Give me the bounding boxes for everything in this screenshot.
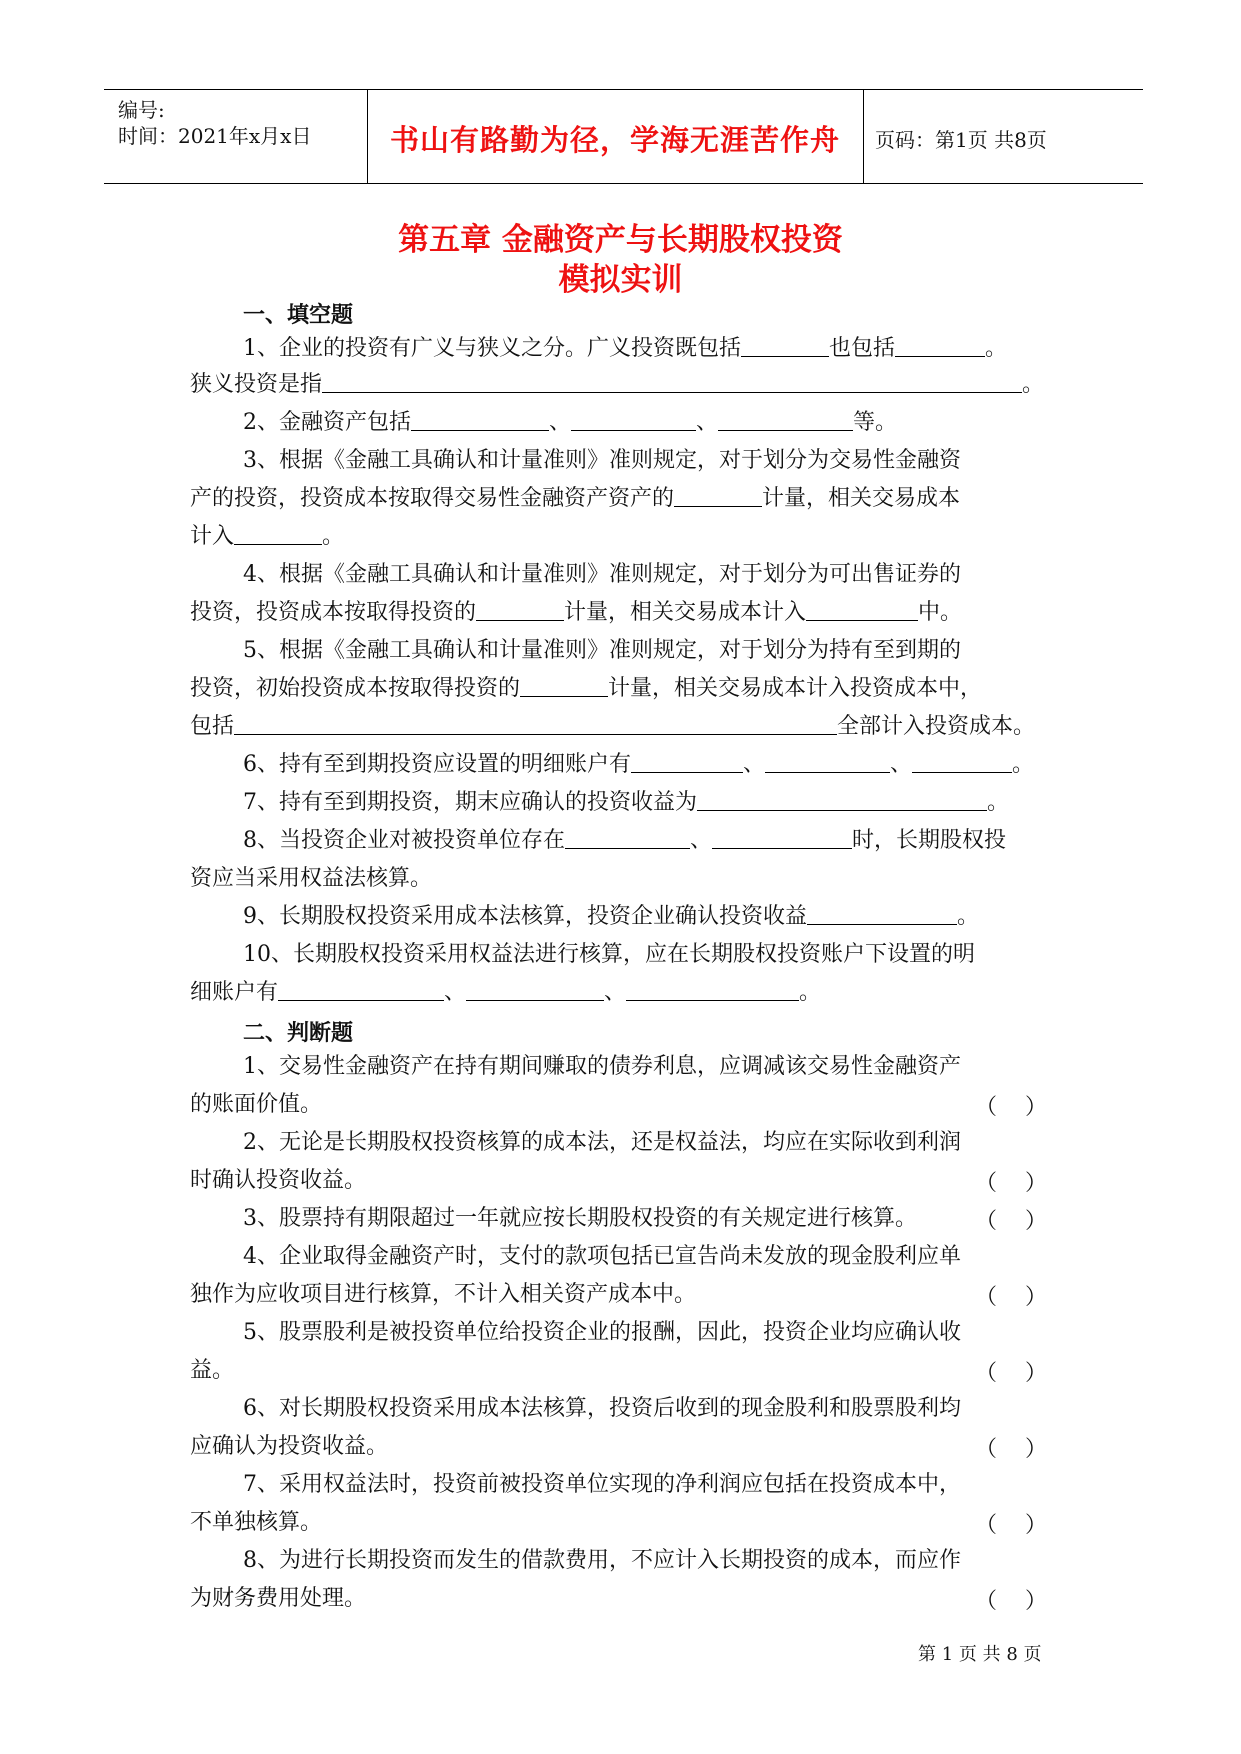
blank-field[interactable] <box>626 978 799 1001</box>
question-10-line-2: 细账户有 、 、 。 <box>190 980 822 1005</box>
judgement-4-line-2: 独作为应收项目进行核算，不计入相关资产成本中。 <box>190 1282 697 1307</box>
blank-field[interactable] <box>520 674 608 697</box>
question-8-line-1: 8、当投资企业对被投资单位存在 、 时，长期股权投 <box>243 828 1007 853</box>
header-info-cell <box>104 90 368 183</box>
question-3-line-2: 产的投资，投资成本按取得交易性金融资产资产的 计量，相关交易成本 <box>190 486 961 511</box>
header-motto-cell <box>367 90 864 183</box>
judgement-5-line-2: 益。 <box>190 1358 235 1383</box>
question-5-line-1: 5、根据《金融工具确认和计量准则》准则规定，对于划分为持有至到期的 <box>243 638 961 663</box>
blank-field[interactable] <box>234 522 322 545</box>
answer-parentheses[interactable]: （ ） <box>975 1209 1047 1234</box>
blank-field[interactable] <box>912 750 1012 773</box>
question-3-line-3: 计入 。 <box>190 524 345 549</box>
blank-field[interactable] <box>631 750 743 773</box>
blank-field[interactable] <box>765 750 890 773</box>
blank-field[interactable] <box>712 826 852 849</box>
answer-parentheses[interactable]: （ ） <box>975 1589 1047 1614</box>
judgement-6-line-2: 应确认为投资收益。 <box>190 1434 389 1459</box>
judgement-7-line-1: 7、采用权益法时，投资前被投资单位实现的净利润应包括在投资成本中， <box>243 1472 961 1497</box>
judgement-5-line-1: 5、股票股利是被投资单位给投资企业的报酬，因此，投资企业均应确认收 <box>243 1320 961 1345</box>
blank-field[interactable] <box>674 484 762 507</box>
question-4-line-1: 4、根据《金融工具确认和计量准则》准则规定，对于划分为可出售证券的 <box>243 562 961 587</box>
blank-field[interactable] <box>476 598 564 621</box>
judgement-4-line-1: 4、企业取得金融资产时，支付的款项包括已宣告尚未发放的现金股利应单 <box>243 1244 961 1269</box>
blank-field[interactable] <box>278 978 444 1001</box>
judgement-7-line-2: 不单独核算。 <box>190 1510 323 1535</box>
question-5-line-3: 包括 全部计入投资成本。 <box>190 714 1036 739</box>
question-8-line-2: 资应当采用权益法核算。 <box>190 866 433 891</box>
time-label: 时间：2021年x月x日 <box>118 124 312 148</box>
blank-field[interactable] <box>234 712 837 735</box>
number-label: 编号: <box>118 98 165 122</box>
judgement-1-line-1: 1、交易性金融资产在持有期间赚取的债券利息，应调减该交易性金融资产 <box>243 1054 961 1079</box>
blank-field[interactable] <box>466 978 604 1001</box>
judgement-8-line-2: 为财务费用处理。 <box>190 1586 367 1611</box>
blank-field[interactable] <box>411 408 549 431</box>
page-code: 页码：第1页 共8页 <box>875 128 1047 152</box>
blank-field[interactable] <box>806 598 918 621</box>
blank-field[interactable] <box>565 826 690 849</box>
answer-parentheses[interactable]: （ ） <box>975 1513 1047 1538</box>
answer-parentheses[interactable]: （ ） <box>975 1437 1047 1462</box>
judgement-2-line-1: 2、无论是长期股权投资核算的成本法，还是权益法，均应在实际收到利润 <box>243 1130 961 1155</box>
section-heading-fill-blanks: 一、填空题 <box>243 302 354 328</box>
blank-field[interactable] <box>807 902 957 925</box>
judgement-2-line-2: 时确认投资收益。 <box>190 1168 367 1193</box>
chapter-title: 第五章 金融资产与长期股权投资 <box>398 222 843 258</box>
header-page-cell <box>863 90 1143 183</box>
question-7: 7、持有至到期投资，期末应确认的投资收益为 。 <box>243 790 1010 815</box>
chapter-subtitle: 模拟实训 <box>558 262 683 298</box>
question-4-line-2: 投资，投资成本按取得投资的 计量，相关交易成本计入 中。 <box>190 600 963 625</box>
answer-parentheses[interactable]: （ ） <box>975 1171 1047 1196</box>
question-1-line-1: 1、企业的投资有广义与狭义之分。广义投资既包括 也包括 。 <box>243 336 1008 361</box>
blank-field[interactable] <box>718 408 853 431</box>
judgement-1-line-2: 的账面价值。 <box>190 1092 323 1117</box>
section-heading-true-false: 二、判断题 <box>243 1020 354 1046</box>
judgement-6-line-1: 6、对长期股权投资采用成本法核算，投资后收到的现金股利和股票股利均 <box>243 1396 961 1421</box>
question-10-line-1: 10、长期股权投资采用权益法进行核算，应在长期股权投资账户下设置的明 <box>243 942 975 967</box>
blank-field[interactable] <box>571 408 696 431</box>
document-header <box>104 89 1143 184</box>
answer-parentheses[interactable]: （ ） <box>975 1285 1047 1310</box>
question-1-line-2: 狭义投资是指 。 <box>190 372 1045 397</box>
judgement-3: 3、股票持有期限超过一年就应按长期股权投资的有关规定进行核算。 <box>243 1206 917 1231</box>
blank-field[interactable] <box>322 370 1022 393</box>
motto: 书山有路勤为径，学海无涯苦作舟 <box>389 123 840 157</box>
question-6: 6、持有至到期投资应设置的明细账户有 、 、 。 <box>243 752 1035 777</box>
answer-parentheses[interactable]: （ ） <box>975 1095 1047 1120</box>
blank-field[interactable] <box>741 334 829 357</box>
blank-field[interactable] <box>697 788 987 811</box>
question-5-line-2: 投资，初始投资成本按取得投资的 计量，相关交易成本计入投资成本中， <box>190 676 983 701</box>
answer-parentheses[interactable]: （ ） <box>975 1361 1047 1386</box>
page-footer: 第 1 页 共 8 页 <box>918 1644 1042 1665</box>
question-2: 2、金融资产包括 、 、 等。 <box>243 410 898 435</box>
question-3-line-1: 3、根据《金融工具确认和计量准则》准则规定，对于划分为交易性金融资 <box>243 448 961 473</box>
judgement-8-line-1: 8、为进行长期投资而发生的借款费用，不应计入长期投资的成本，而应作 <box>243 1548 961 1573</box>
question-9: 9、长期股权投资采用成本法核算，投资企业确认投资收益 。 <box>243 904 980 929</box>
blank-field[interactable] <box>895 334 985 357</box>
